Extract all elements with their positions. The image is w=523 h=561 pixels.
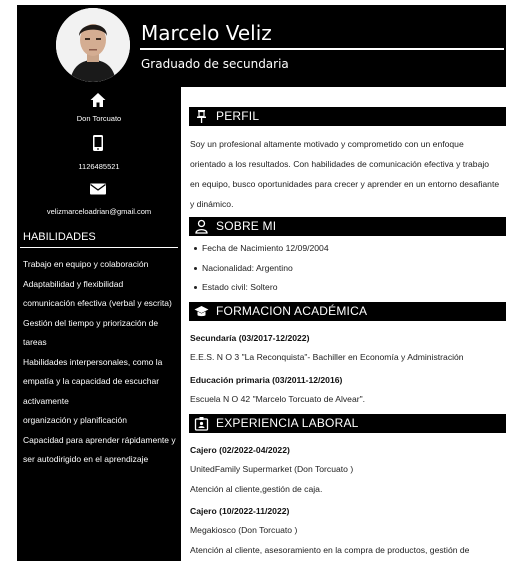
education-title: Educación primaria (03/2011-12/2016) [190,375,343,385]
job-company: Megakiosco (Don Torcuato ) [190,525,298,535]
education-title: Secundaría (03/2017-12/2022) [190,333,310,343]
skill-item: Gestión del tiempo y priorización de tareas [23,317,159,347]
about-item: Fecha de Nacimiento 12/09/2004 [202,243,329,253]
skill-item: comunicación efectiva (verbal y escrita) [23,298,172,308]
contact-email: velizmarceloadrian@gmail.com [46,207,152,216]
about-item: Estado civil: Soltero [202,282,278,292]
about-item: Nacionalidad: Argentino [202,263,293,273]
person-subtitle: Graduado de secundaria [141,57,289,71]
section-header-education [189,302,506,321]
job-company: UnitedFamily Supermarket (Don Torcuato ) [190,464,354,474]
skills-list [23,255,178,470]
section-title: EXPERIENCIA LABORAL [216,416,359,430]
pin-icon [194,109,209,124]
job-detail: Atención al cliente, asesoramiento en la compra de productos, gestión de [190,545,470,555]
job-title: Cajero (02/2022-04/2022) [190,445,290,455]
skills-heading: HABILIDADES [23,231,96,243]
skill-item: Adaptabilidad y flexibilidad [23,278,124,289]
job-title: Cajero (10/2022-11/2022) [190,506,290,516]
phone-icon [89,134,107,152]
section-header-experience [189,414,506,433]
section-title: PERFIL [216,109,260,123]
header-divider [140,48,504,50]
education-detail: E.E.S. N O 3 "La Reconquista"- Bachiller en Economía y Administración [190,352,464,362]
profile-text: Soy un profesional altamente motivado y comprometido con un enfoque orientado a los resultados. Con habilidades de comunicación efectiva y trabajo en equipo, busco oportunidades para crecer y aprender en un entorno desafiante y dinámico. [190,139,500,209]
header-band [138,5,506,87]
section-title: FORMACION ACADÉMICA [216,304,368,318]
skills-divider [20,247,178,248]
contact-location: Don Torcuato [76,114,122,123]
graduation-cap-icon [194,304,209,319]
avatar [56,8,130,82]
section-title: SOBRE MI [216,219,277,233]
contact-phone: 1126485521 [78,162,120,171]
person-name: Marcelo Veliz [141,21,272,45]
job-detail: Atención al cliente,gestión de caja. [190,484,323,494]
person-icon [194,219,209,234]
section-header-about [189,217,506,236]
skill-item: Trabajo en equipo y colaboración [23,259,149,269]
skill-item: Capacidad para aprender rápidamente y ser autodirigido en el aprendizaje [23,434,176,464]
email-icon [89,180,107,198]
home-icon [89,91,107,109]
skill-item: organización y planificación [23,415,127,425]
education-detail: Escuela N O 42 "Marcelo Torcuato de Alvear". [190,394,366,404]
id-badge-icon [194,416,209,431]
skill-item: Habilidades interpersonales, como la empatía y la capacidad de escuchar activamente [23,356,163,406]
section-header-profile [189,107,506,126]
